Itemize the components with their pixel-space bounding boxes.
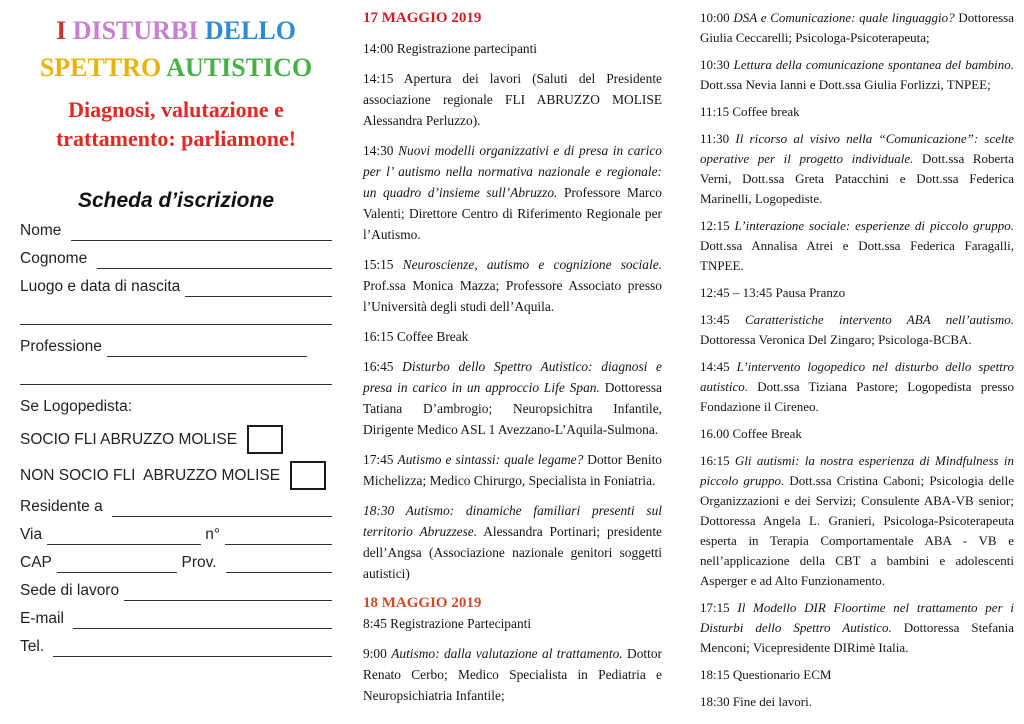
entry-speakers: Pausa Pranzo	[775, 285, 846, 300]
entry-speakers: Alessandra Portinari; presidente dell’Angsa (Associazione nazionale genitori soggetti autistici)	[363, 524, 663, 581]
form-row-blank-line	[20, 365, 332, 385]
form-row-sede-di-lavoro	[20, 581, 332, 601]
form-label: E-mail	[20, 610, 69, 627]
entry-time: 17:45	[363, 452, 398, 467]
schedule-entry	[363, 643, 662, 706]
form-row-nome	[20, 221, 332, 241]
entry-speakers: Questionario ECM	[732, 667, 832, 682]
checkbox-empty	[247, 425, 283, 454]
day-header: 17 MAGGIO 2019	[363, 10, 482, 26]
entry-time: 18:30	[363, 503, 406, 518]
entry-time: 12:15	[700, 218, 735, 233]
entry-speakers: Fine dei lavori.	[732, 694, 812, 709]
entry-speakers: Dott.ssa Tiziana Pastore; Logopedista presso Fondazione il Cireneo.	[700, 379, 1014, 414]
write-in-line	[20, 309, 332, 325]
schedule-entry	[363, 449, 662, 491]
entry-talk-title: Disturbo dello Spettro Autistico: diagnosi e presa in carico in un approccio Life Span.	[363, 359, 662, 395]
entry-time: 17:15	[700, 600, 738, 615]
form-label: CAP	[20, 554, 52, 571]
cover-column	[20, 12, 332, 665]
schedule-entry	[700, 424, 1014, 444]
form-row-blank-line	[20, 553, 332, 573]
schedule-entry	[700, 129, 1014, 209]
entry-speakers: Prof.ssa Monica Mazza; Professore Associato presso l’Università degli studi dell’Aquila.	[363, 278, 662, 314]
entry-speakers: Coffee Break	[396, 329, 469, 344]
entry-talk-title: L’interazione sociale: esperienze di piccolo gruppo.	[734, 218, 1014, 233]
entry-speakers: Registrazione partecipanti	[396, 41, 538, 56]
write-in-line	[107, 341, 307, 357]
form-label: Professione	[20, 338, 102, 355]
form-label: Se Logopedista:	[20, 398, 133, 415]
form-label: n°	[200, 526, 221, 543]
schedule-entry	[700, 216, 1014, 276]
brochure-title	[20, 12, 332, 86]
form-label: Via	[20, 526, 43, 543]
schedule-entry	[700, 8, 1014, 48]
write-in-line	[73, 613, 332, 629]
title-word: AUTISTICO	[166, 53, 313, 82]
entry-talk-title: L’intervento logopedico nel disturbo dello spettro autistico.	[700, 359, 1014, 394]
schedule-entry	[363, 140, 662, 245]
schedule-entry	[700, 357, 1014, 417]
registration-form	[20, 221, 332, 657]
entry-time: 14:30	[363, 143, 399, 158]
day-header: 18 MAGGIO 2019	[363, 595, 482, 611]
write-in-line	[57, 557, 177, 573]
form-row-professione	[20, 337, 332, 357]
entry-talk-title: Autismo: dinamiche familiari presenti sul territorio Abruzzese.	[363, 503, 662, 539]
entry-speakers: Dottor Benito Michelizza; Medico Chirurgo, Specialista in Foniatria.	[363, 452, 662, 488]
entry-talk-title: Nuovi modelli organizzativi e di presa in carico per l’ autismo nella normativa nazionale e regionale: un quadro d’insieme sull’Abruzzo.	[363, 143, 662, 200]
entry-talk-title: Il Modello DIR Floortime nel trattamento per i Disturbi dello Spettro Autistico.	[700, 600, 1014, 635]
form-label: Luogo e data di nascita	[20, 278, 181, 295]
entry-speakers: Dott.ssa Cristina Caboni; Psicologia delle Organizzazioni e dei Servizi; Consulente ABA-VB senior; Dottoressa Angela L. Granieri, Psicologa-Psicoterapeuta esperta in Terapia Comportamentale ABA - VB e nell’applicazione della CBT a bambini e adolescenti Asperger e ad Alto Funzionamento.	[700, 473, 1014, 588]
schedule-entry	[363, 326, 662, 347]
schedule-entry	[700, 55, 1014, 95]
entry-talk-title: Lettura della comunicazione spontanea del bambino.	[733, 57, 1014, 72]
schedule-entry	[363, 500, 662, 584]
entry-talk-title: DSA e Comunicazione: quale linguaggio?	[733, 10, 955, 25]
subtitle-line: Diagnosi, valutazione e	[68, 97, 284, 122]
entry-time: 10:30	[700, 57, 734, 72]
schedule-entry	[700, 598, 1014, 658]
entry-speakers: Dott.ssa Roberta Verni, Dott.ssa Greta Patacchini e Dott.ssa Federica Marinelli, Logopediste.	[700, 151, 1015, 206]
entry-speakers: Dottor Renato Cerbo; Medico Specialista in Pediatria e Neuropsichiatria Infantile;	[363, 646, 662, 703]
entry-time: 16.00	[700, 426, 733, 441]
write-in-line	[225, 529, 332, 545]
form-label: Residente a	[20, 498, 108, 515]
entry-speakers: Dottoressa Stefania Menconi; Vicepresidente DIRimè Italia.	[700, 620, 1014, 655]
entry-speakers: Coffee break	[732, 104, 800, 119]
entry-time: 18:30	[700, 694, 733, 709]
entry-talk-title: Autismo: dalla valutazione al trattamento.	[391, 646, 623, 661]
schedule-entry	[363, 68, 662, 131]
entry-time: 8:45	[363, 616, 391, 631]
subtitle-line: trattamento: parliamone!	[55, 126, 297, 151]
form-label: Nome	[20, 222, 66, 239]
entry-time: 14:15	[363, 71, 404, 86]
entry-talk-title: Neuroscienze, autismo e cognizione sociale.	[402, 257, 662, 272]
entry-time: 12:45 – 13:45	[700, 285, 776, 300]
schedule-entry	[363, 613, 662, 634]
write-in-line	[71, 225, 332, 241]
schedule-entry	[700, 310, 1014, 350]
schedule-entry	[363, 38, 662, 59]
entry-talk-title: Autismo e sintassi: quale legame?	[397, 452, 584, 467]
entry-time: 10:00	[700, 10, 734, 25]
entry-speakers: Dottoressa Giulia Ceccarelli; Psicologa-Psicoterapeuta;	[700, 10, 1014, 45]
entry-time: 16:45	[363, 359, 403, 374]
entry-speakers: Professore Marco Valenti; Direttore Centro di Riferimento Regionale per l’Autismo.	[363, 185, 662, 242]
form-row-socio-fli-abruzzo-molise	[20, 425, 332, 454]
entry-speakers: Dottoressa Veronica Del Zingaro; Psicologa-BCBA.	[700, 332, 972, 347]
schedule-entry	[700, 665, 1014, 685]
schedule-entry	[700, 102, 1014, 122]
entry-time: 9:00	[363, 646, 392, 661]
write-in-line	[20, 369, 332, 385]
title-word: I	[56, 16, 73, 45]
write-in-line	[226, 557, 332, 573]
entry-time: 14:00	[363, 41, 397, 56]
form-row-tel	[20, 637, 332, 657]
entry-talk-title: Gli autismi: la nostra esperienza di Mindfulness in piccolo gruppo.	[700, 453, 1014, 488]
entry-time: 15:15	[363, 257, 403, 272]
write-in-line	[97, 253, 332, 269]
form-label: Prov.	[177, 554, 221, 571]
entry-speakers: Registrazione Partecipanti	[390, 616, 532, 631]
form-label: NON SOCIO FLI ABRUZZO MOLISE	[20, 466, 281, 484]
write-in-line	[47, 529, 201, 545]
write-in-line	[112, 501, 332, 517]
form-label: SOCIO FLI ABRUZZO MOLISE	[20, 430, 238, 448]
form-row-residente-a	[20, 497, 332, 517]
entry-speakers: Coffee Break	[732, 426, 802, 441]
entry-time: 16:15	[363, 329, 397, 344]
write-in-line	[124, 585, 332, 601]
write-in-line	[185, 281, 332, 297]
entry-talk-title: Il ricorso al visivo nella “Comunicazione”: scelte operative per il progetto individuale.	[700, 131, 1014, 166]
entry-speakers: Dottoressa Tatiana D’ambrogio; Neuropsichitra Infantile, Dirigente Medico ASL 1 Avezzano-L’Aquila-Sulmona.	[363, 380, 662, 437]
form-row-blank-line	[20, 305, 332, 325]
entry-speakers: Apertura dei lavori (Saluti del Presidente associazione regionale FLI ABRUZZO MOLISE Alessandra Perluzzo).	[363, 71, 662, 128]
form-label: Cognome	[20, 250, 92, 267]
schedule-entry	[700, 451, 1014, 591]
entry-time: 14:45	[700, 359, 737, 374]
form-row-se-logopedista	[20, 397, 332, 417]
form-label: Sede di lavoro	[20, 582, 120, 599]
schedule-entry	[700, 692, 1014, 712]
schedule-column-day1	[363, 8, 662, 715]
entry-speakers: Dott.ssa Nevia Ianni e Dott.ssa Giulia Forlizzi, TNPEE;	[700, 77, 991, 92]
entry-time: 13:45	[700, 312, 745, 327]
entry-time: 11:15	[700, 104, 733, 119]
form-row-non-socio-fli-abruzzo-molise	[20, 461, 332, 490]
schedule-column-day2	[700, 8, 1014, 719]
entry-talk-title: Caratteristiche intervento ABA nell’autismo.	[744, 312, 1014, 327]
form-row-e-mail	[20, 609, 332, 629]
registration-form-heading: Scheda d’iscrizione	[77, 189, 275, 212]
title-word: SPETTRO	[39, 53, 167, 82]
form-row-luogo-e-data-di-nascita	[20, 277, 332, 297]
form-row-blank-line	[20, 525, 332, 545]
write-in-line	[53, 641, 332, 657]
form-row-cognome	[20, 249, 332, 269]
checkbox-empty	[290, 461, 326, 490]
entry-time: 11:30	[700, 131, 736, 146]
title-word: DELLO	[204, 16, 296, 45]
brochure-subtitle	[20, 95, 332, 153]
entry-speakers: Dott.ssa Annalisa Atrei e Dott.ssa Federica Faragalli, TNPEE.	[700, 238, 1014, 273]
schedule-entry	[363, 356, 662, 440]
entry-time: 16:15	[700, 453, 735, 468]
entry-time: 18:15	[700, 667, 733, 682]
form-label: Tel.	[20, 638, 49, 655]
schedule-entry	[363, 254, 662, 317]
schedule-entry	[700, 283, 1014, 303]
title-word: DISTURBI	[72, 16, 205, 45]
